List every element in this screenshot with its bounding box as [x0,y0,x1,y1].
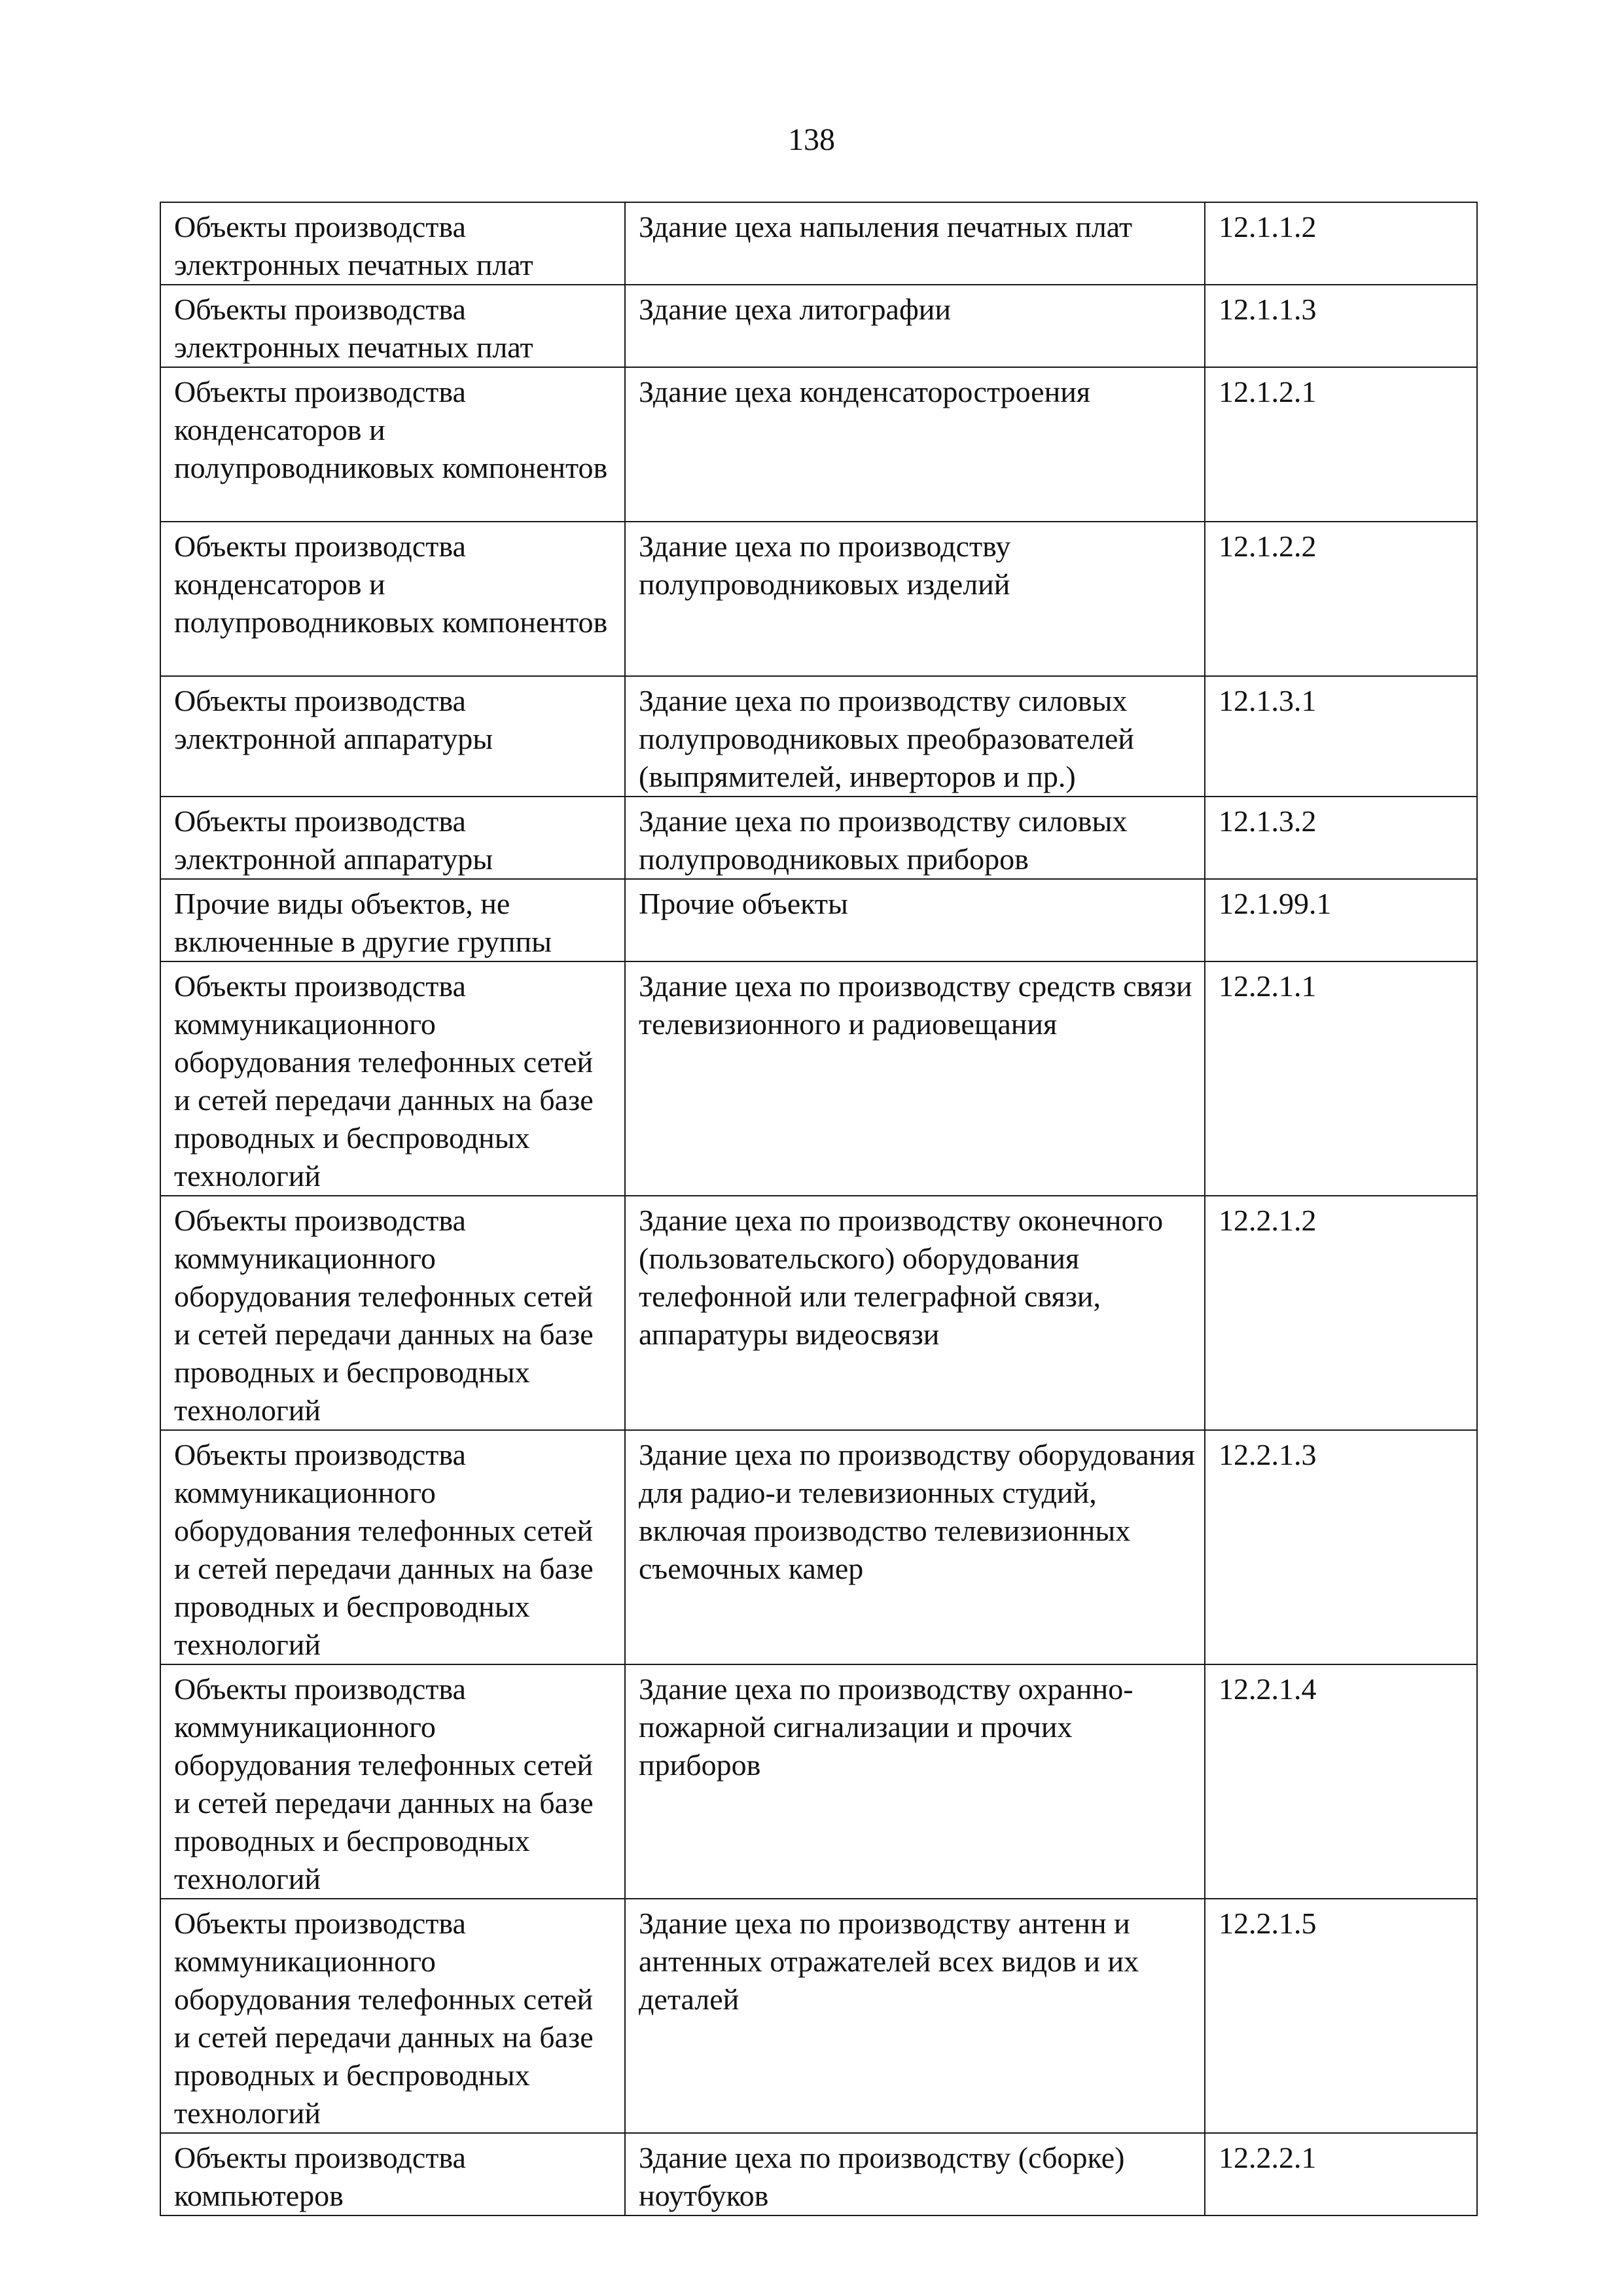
object-name-cell: Здание цеха конденсаторостроения [625,367,1205,522]
table-row [160,676,1477,797]
object-name-cell: Здание цеха по производству (сборке) ноутбуков [625,2133,1205,2215]
table-row [160,1196,1477,1430]
object-type-cell: Объекты производства электронной аппаратуры [160,676,625,797]
object-name-cell: Здание цеха по производству силовых полупроводниковых приборов [625,797,1205,879]
object-type-cell: Объекты производства коммуникационного оборудования телефонных сетей и сетей передачи данных на базе проводных и беспроводных технологий [160,1430,625,1664]
object-type-cell: Объекты производства компьютеров [160,2133,625,2215]
code-cell: 12.1.2.1 [1205,367,1477,522]
object-type-cell: Объекты производства электронных печатных плат [160,285,625,367]
table-row [160,961,1477,1196]
table-row [160,522,1477,676]
object-name-cell: Здание цеха литографии [625,285,1205,367]
object-type-cell: Объекты производства коммуникационного оборудования телефонных сетей и сетей передачи данных на базе проводных и беспроводных технологий [160,1196,625,1430]
table-row [160,879,1477,961]
table-row [160,1664,1477,1899]
table-row [160,285,1477,367]
object-name-cell: Здание цеха по производству охранно-пожарной сигнализации и прочих приборов [625,1664,1205,1899]
object-type-cell: Объекты производства конденсаторов и полупроводниковых компонентов [160,367,625,522]
object-type-cell: Объекты производства коммуникационного оборудования телефонных сетей и сетей передачи данных на базе проводных и беспроводных технологий [160,961,625,1196]
code-cell: 12.1.3.1 [1205,676,1477,797]
object-type-cell: Объекты производства коммуникационного оборудования телефонных сетей и сетей передачи данных на базе проводных и беспроводных технологий [160,1899,625,2133]
object-name-cell: Здание цеха по производству полупроводниковых изделий [625,522,1205,676]
code-cell: 12.2.1.1 [1205,961,1477,1196]
object-name-cell: Здание цеха по производству оконечного (пользовательского) оборудования телефонной или телеграфной связи, аппаратуры видеосвязи [625,1196,1205,1430]
code-cell: 12.1.2.2 [1205,522,1477,676]
code-cell: 12.2.1.2 [1205,1196,1477,1430]
object-name-cell: Здание цеха по производству средств связи телевизионного и радиовещания [625,961,1205,1196]
object-type-cell: Объекты производства электронной аппаратуры [160,797,625,879]
object-type-cell: Объекты производства коммуникационного оборудования телефонных сетей и сетей передачи данных на базе проводных и беспроводных технологий [160,1664,625,1899]
code-cell: 12.2.2.1 [1205,2133,1477,2215]
object-type-cell: Прочие виды объектов, не включенные в другие группы [160,879,625,961]
table-row [160,367,1477,522]
code-cell: 12.1.1.3 [1205,285,1477,367]
code-cell: 12.1.99.1 [1205,879,1477,961]
classification-table [160,202,1478,2216]
object-type-cell: Объекты производства конденсаторов и полупроводниковых компонентов [160,522,625,676]
code-cell: 12.2.1.4 [1205,1664,1477,1899]
table-row [160,797,1477,879]
object-name-cell: Здание цеха напыления печатных плат [625,202,1205,285]
code-cell: 12.2.1.3 [1205,1430,1477,1664]
table-row [160,1430,1477,1664]
table-row [160,2133,1477,2215]
code-cell: 12.1.3.2 [1205,797,1477,879]
object-name-cell: Здание цеха по производству оборудования для радио-и телевизионных студий, включая производство телевизионных съемочных камер [625,1430,1205,1664]
table-row [160,1899,1477,2133]
object-name-cell: Прочие объекты [625,879,1205,961]
object-name-cell: Здание цеха по производству силовых полупроводниковых преобразователей (выпрямителей, инверторов и пр.) [625,676,1205,797]
page-number: 138 [788,122,835,157]
code-cell: 12.2.1.5 [1205,1899,1477,2133]
object-name-cell: Здание цеха по производству антенн и антенных отражателей всех видов и их деталей [625,1899,1205,2133]
code-cell: 12.1.1.2 [1205,202,1477,285]
table-row [160,202,1477,285]
object-type-cell: Объекты производства электронных печатных плат [160,202,625,285]
